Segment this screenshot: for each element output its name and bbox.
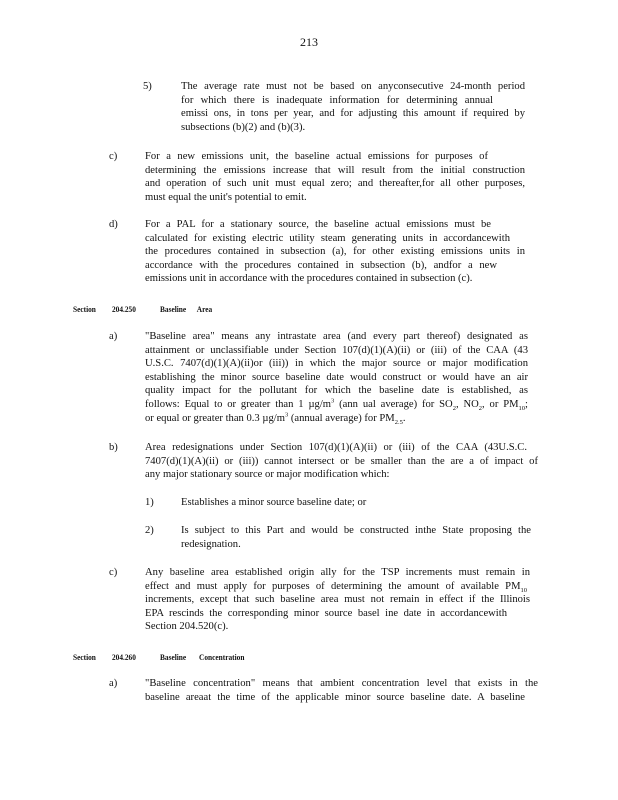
text-run: .: [402, 412, 406, 424]
text-line: [145, 580, 527, 594]
item-label: a): [109, 331, 118, 342]
section-label: Section: [73, 653, 96, 662]
page-number: 213: [300, 35, 318, 49]
text-line: emissions unit in accordance with the procedures contained in subsection (c).: [145, 273, 473, 285]
text-line: increments, except that such baseline area must not remain in effect if the Illinois: [145, 594, 530, 606]
sub-item-label: 1): [145, 497, 154, 508]
text-line: baseline areaat the time of the applicable minor source baseline date. A baseline: [145, 691, 525, 703]
paragraph: [181, 496, 421, 510]
text-line: "Baseline area" means any intrastate area (and every part thereof) designated as: [145, 331, 528, 342]
text-line: redesignation.: [181, 538, 241, 550]
text-line: subsections (b)(2) and (b)(3).: [181, 121, 306, 133]
paragraph: [145, 566, 530, 634]
text-line: For a new emissions unit, the baseline actual emissions for purposes of: [145, 151, 488, 162]
paragraph: [145, 150, 525, 204]
text-run: (annual average) for PM: [290, 412, 395, 424]
text-line: attainment or unclassifiable under Section 107(d)(1)(A)(ii) or (iii) of the CAA (43: [145, 344, 528, 356]
text-run: effect and must apply for purposes of determining the amount of available PM: [145, 580, 521, 592]
text-line: establishing the minor source baseline date would construct or would have an air: [145, 371, 528, 383]
superscript: 3: [331, 397, 335, 405]
item-label: c): [109, 151, 118, 162]
paragraph: [145, 441, 538, 482]
text-run: , NO: [455, 398, 479, 410]
item-label: c): [109, 567, 118, 578]
text-line: any major stationary source or major modification which:: [145, 469, 390, 481]
paragraph: [181, 80, 525, 134]
paragraph: [181, 524, 531, 551]
sub-item-label: 2): [145, 525, 154, 536]
text-run: or equal or greater than 0.3 µg/m: [145, 412, 285, 424]
text-run: ;: [525, 398, 528, 410]
text-line: emissi ons, in tons per year, and for adjusting this amount if required by: [181, 108, 525, 120]
text-line: Is subject to this Part and would be constructed inthe State proposing the: [181, 525, 531, 536]
item-label: d): [109, 219, 118, 230]
text-line: the procedures contained in subsection (a), for other existing emissions units in: [145, 246, 525, 258]
section-number: 204.260: [112, 653, 136, 662]
subscript: 2: [478, 405, 483, 413]
item-label: a): [109, 678, 118, 689]
text-line: for which there is inadequate information for determining annual: [181, 94, 493, 106]
subscript: 2.5: [394, 418, 403, 426]
text-run: follows: Equal to or greater than 1 µg/m: [145, 398, 332, 410]
paragraph: [145, 218, 525, 286]
text-line: "Baseline concentration" means that ambient concentration level that exists in the: [145, 678, 538, 689]
section-title: Baseline Concentration: [160, 653, 245, 662]
text-line: 7407(d)(1)(A)(ii) or (iii)) cannot intersect or be smaller than the are a of impact of: [145, 455, 538, 467]
section-number: 204.250: [112, 305, 136, 314]
section-label: Section: [73, 305, 96, 314]
text-line: Area redesignations under Section 107(d)(1)(A)(ii) or (iii) of the CAA (43U.S.C.: [145, 442, 527, 453]
text-line: [145, 398, 528, 412]
text-line: must equal the unit's potential to emit.: [145, 191, 307, 203]
text-line: and operation of such unit must equal zero; and thereafter,for all other purposes,: [145, 178, 525, 190]
text-line: quality impact for the pollutant for which the baseline date is established, as: [145, 385, 528, 397]
text-line: [145, 412, 528, 426]
text-line: The average rate must not be based on anyconsecutive 24-month period: [181, 81, 525, 92]
text-line: Establishes a minor source baseline date; or: [181, 497, 367, 508]
text-line: Any baseline area established origin ally for the TSP increments must remain in: [145, 567, 530, 578]
subscript: 10: [520, 586, 527, 594]
text-line: determining the emissions increase that will result from the initial construction: [145, 164, 525, 176]
item-label: 5): [143, 81, 152, 92]
text-line: U.S.C. 7407(d)(1)(A)(ii)or (iii)) in which the major source or major modification: [145, 358, 528, 370]
paragraph: [145, 330, 528, 425]
subscript: 10: [518, 405, 526, 413]
text-run: , or PM: [482, 398, 519, 410]
text-line: calculated for existing electric utility steam generating units in accordancewith: [145, 232, 510, 244]
text-line: accordance with the procedures contained in subsection (b), andfor a new: [145, 259, 497, 271]
text-line: For a PAL for a stationary source, the baseline actual emissions must be: [145, 219, 491, 230]
item-label: b): [109, 442, 118, 453]
text-line: Section 204.520(c).: [145, 621, 229, 633]
text-line: EPA rescinds the corresponding minor source basel ine date in accordancewith: [145, 607, 507, 619]
section-title: Baseline Area: [160, 305, 213, 314]
paragraph: [145, 677, 538, 704]
text-run: (ann ual average) for SO: [339, 398, 453, 410]
subscript: 2: [452, 405, 456, 413]
superscript: 3: [284, 411, 289, 419]
